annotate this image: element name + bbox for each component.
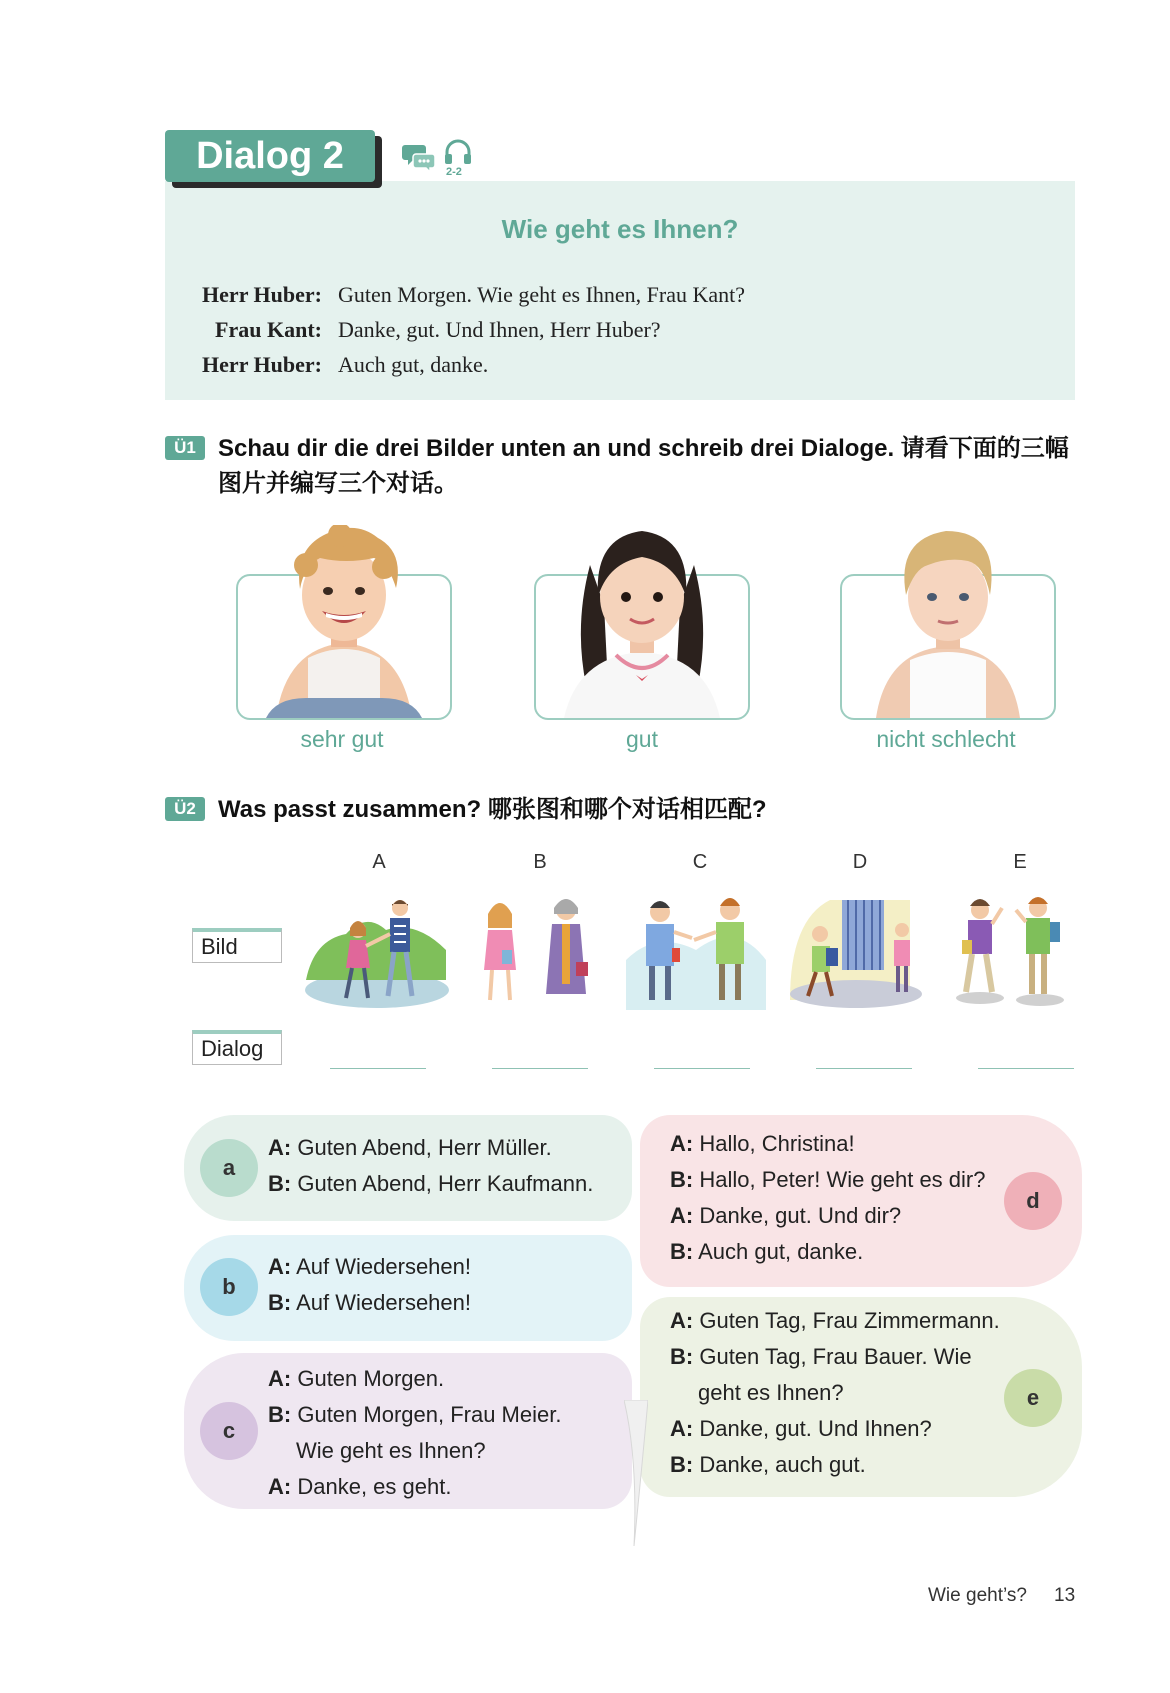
scene-c-illustration (626, 890, 766, 1015)
answer-blank-d[interactable] (816, 1068, 912, 1069)
bubble-c-line: B: Guten Morgen, Frau Meier. (268, 1402, 562, 1427)
scene-b-illustration (472, 890, 602, 1015)
bubble-b-line: B: Auf Wiedersehen! (268, 1290, 471, 1315)
bubble-letter-e: e (1004, 1369, 1062, 1427)
bubble-d-line: A: Hallo, Christina! (670, 1131, 855, 1156)
dialog-speaker: Herr Huber: (202, 282, 322, 307)
column-label-a: A (372, 851, 386, 873)
bubble-letter-c: c (200, 1402, 258, 1460)
child-photo-sehr-gut (236, 525, 452, 723)
exercise-2-instruction: Was passt zusammen? 哪张图和哪个对话相匹配? (218, 796, 767, 823)
bubble-d-line: B: Auch gut, danke. (670, 1239, 864, 1264)
bubble-letter-d: d (1004, 1172, 1062, 1230)
answer-blank-c[interactable] (654, 1068, 750, 1069)
scene-e-illustration (950, 890, 1068, 1015)
caption-gut: gut (626, 726, 658, 752)
caption-nicht-schlecht: nicht schlecht (876, 726, 1016, 752)
bubble-letter-a: a (200, 1139, 258, 1197)
answer-blank-b[interactable] (492, 1068, 588, 1069)
column-label-b: B (533, 851, 547, 873)
scene-a-illustration (302, 890, 452, 1015)
dialog-speaker: Herr Huber: (202, 352, 322, 377)
child-photo-gut (534, 525, 750, 723)
bubble-e-line: geht es Ihnen? (698, 1380, 844, 1405)
answer-blank-a[interactable] (330, 1068, 426, 1069)
dialog-utterance: Danke, gut. Und Ihnen, Herr Huber? (338, 317, 661, 342)
exercise-1-instruction-line1: Schau dir die drei Bilder unten an und schreib drei Dialoge. 请看下面的三幅 (218, 435, 1069, 462)
exercise-1-instruction-line2: 图片并编写三个对话。 (218, 470, 458, 497)
footer-title: Wie geht’s? (928, 1585, 1027, 1606)
bubble-d-line: B: Hallo, Peter! Wie geht es dir? (670, 1167, 986, 1192)
column-label-c: C (692, 851, 708, 873)
row-label-dialog: Dialog (192, 1030, 282, 1065)
exercise-2-badge: Ü2 (165, 797, 205, 821)
bubble-e-line: A: Danke, gut. Und Ihnen? (670, 1416, 932, 1441)
answer-blank-e[interactable] (978, 1068, 1074, 1069)
dialog-speaker: Frau Kant: (215, 317, 322, 342)
row-label-bild: Bild (192, 928, 282, 963)
dialog-title: Wie geht es Ihnen? (501, 214, 739, 244)
column-label-e: E (1013, 851, 1027, 873)
bubble-d-line: A: Danke, gut. Und dir? (670, 1203, 902, 1228)
track-number: 2-2 (446, 166, 462, 178)
child-photo-nicht-schlecht (840, 525, 1056, 723)
dialog-tab: Dialog 2 (165, 130, 375, 182)
bubble-letter-b: b (200, 1258, 258, 1316)
bubble-c-line: A: Danke, es geht. (268, 1474, 452, 1499)
bubble-tail (624, 1400, 648, 1555)
column-label-d: D (852, 851, 868, 873)
bubble-c-line: A: Guten Morgen. (268, 1366, 445, 1391)
bubble-a-line: B: Guten Abend, Herr Kaufmann. (268, 1171, 594, 1196)
dialog-utterance: Guten Morgen. Wie geht es Ihnen, Frau Kant? (338, 282, 746, 307)
bubble-e-line: B: Guten Tag, Frau Bauer. Wie (670, 1344, 972, 1369)
caption-sehr-gut: sehr gut (300, 726, 384, 752)
bubble-a-line: A: Guten Abend, Herr Müller. (268, 1135, 552, 1160)
dialog-utterance: Auch gut, danke. (338, 352, 489, 377)
scene-d-illustration (786, 890, 926, 1015)
bubble-c-line: Wie geht es Ihnen? (296, 1438, 486, 1463)
bubble-e-line: A: Guten Tag, Frau Zimmermann. (670, 1308, 1000, 1333)
bubble-e-line: B: Danke, auch gut. (670, 1452, 866, 1477)
speech-bubbles-icon (402, 142, 436, 177)
bubble-b-line: A: Auf Wiedersehen! (268, 1254, 471, 1279)
exercise-1-badge: Ü1 (165, 436, 205, 460)
page-number: 13 (1054, 1585, 1076, 1606)
